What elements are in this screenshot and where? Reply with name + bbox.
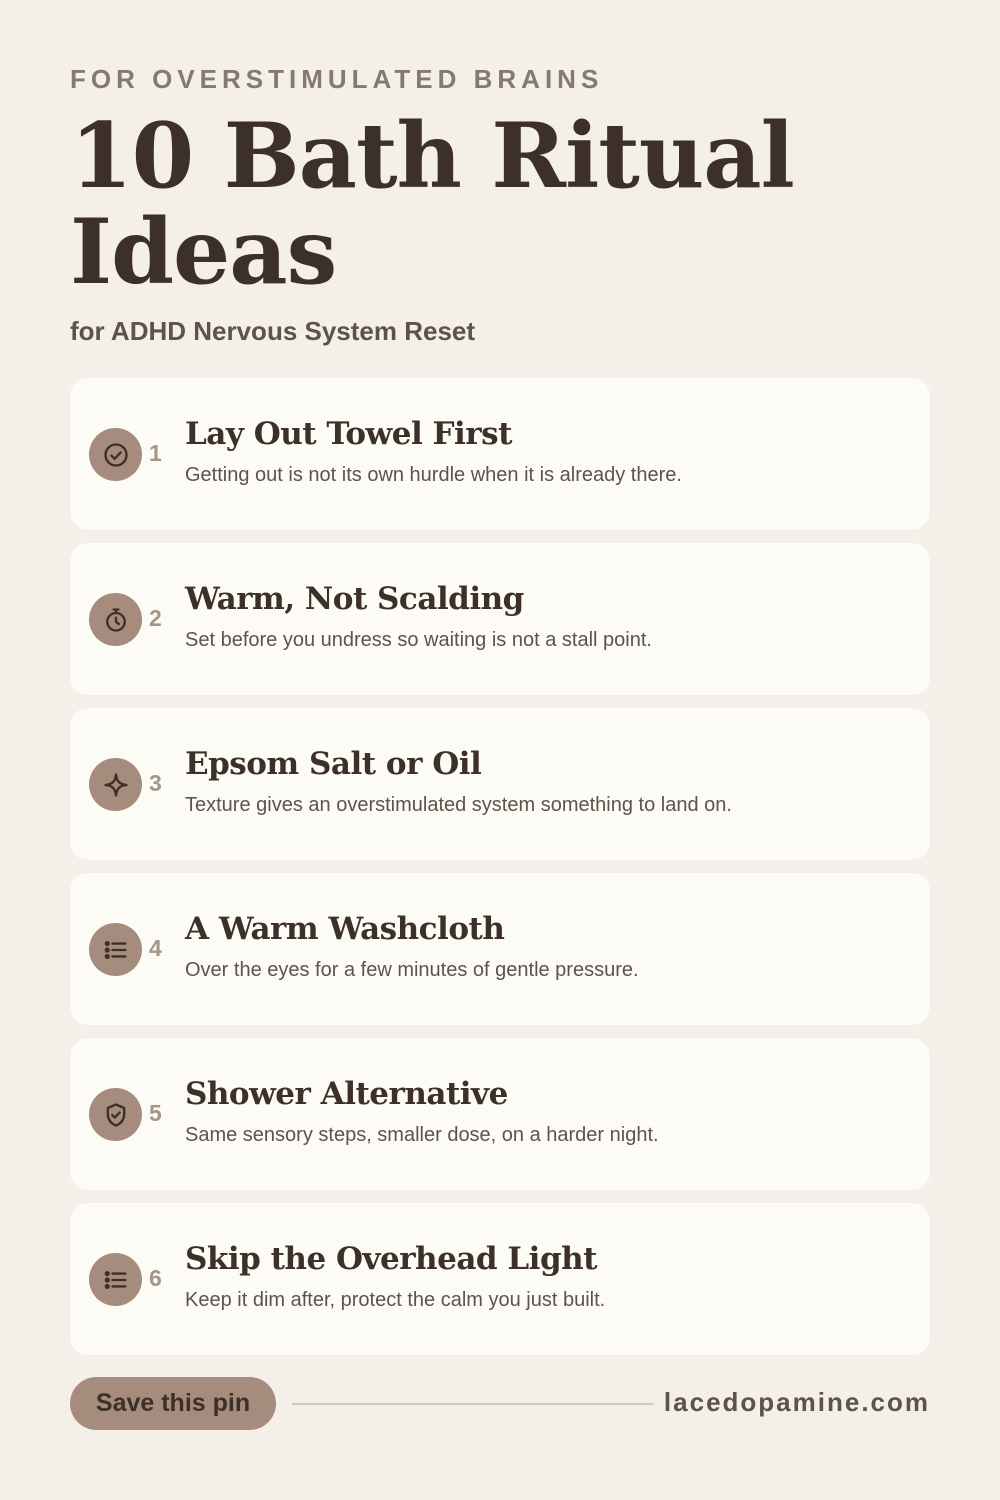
- item-number: 1: [149, 440, 162, 466]
- page-subtitle: for ADHD Nervous System Reset: [70, 316, 476, 346]
- shield-check-icon: [89, 1088, 142, 1141]
- ritual-list: [70, 378, 930, 1368]
- item-title: Shower Alternative: [185, 1076, 508, 1112]
- item-number: 6: [149, 1265, 162, 1291]
- item-title: Skip the Overhead Light: [185, 1241, 597, 1277]
- save-pin-button[interactable]: Save this pin: [70, 1377, 276, 1430]
- item-description: Keep it dim after, protect the calm you just built.: [185, 1289, 606, 1311]
- item-number: 2: [149, 605, 162, 631]
- item-description: Over the eyes for a few minutes of gentle pressure.: [185, 959, 639, 981]
- footer-divider: [292, 1403, 654, 1405]
- site-link[interactable]: lacedopamine.com: [663, 1387, 930, 1417]
- footer: [70, 1377, 930, 1430]
- sparkle-icon: [89, 758, 142, 811]
- item-description: Texture gives an overstimulated system something to land on.: [185, 794, 732, 816]
- list-item: [70, 708, 930, 860]
- eyebrow-label: FOR OVERSTIMULATED BRAINS: [70, 64, 604, 94]
- list-item: [70, 378, 930, 530]
- item-description: Getting out is not its own hurdle when it is already there.: [185, 464, 682, 486]
- item-title: Warm, Not Scalding: [185, 581, 524, 617]
- list-item: [70, 1038, 930, 1190]
- item-number: 3: [149, 770, 162, 796]
- stopwatch-icon: [89, 593, 142, 646]
- check-circle-icon: [89, 428, 142, 481]
- list-item: [70, 543, 930, 695]
- item-description: Same sensory steps, smaller dose, on a harder night.: [185, 1124, 659, 1146]
- item-title: A Warm Washcloth: [185, 911, 505, 947]
- pin-page: [70, 0, 930, 1500]
- list-icon: [89, 1253, 142, 1306]
- item-number: 5: [149, 1100, 162, 1126]
- item-title: Lay Out Towel First: [185, 416, 512, 452]
- list-item: [70, 1203, 930, 1355]
- item-title: Epsom Salt or Oil: [185, 746, 482, 782]
- item-description: Set before you undress so waiting is not a stall point.: [185, 629, 652, 651]
- list-item: [70, 873, 930, 1025]
- list-icon: [89, 923, 142, 976]
- item-number: 4: [149, 935, 162, 961]
- page-title: 10 Bath Ritual Ideas: [70, 103, 794, 305]
